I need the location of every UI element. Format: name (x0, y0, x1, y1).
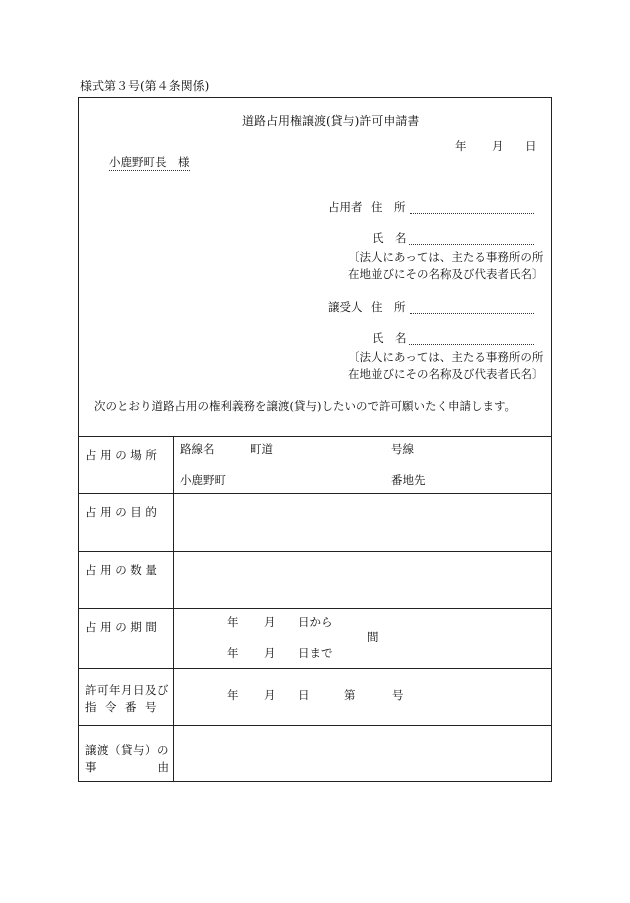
quantity-field[interactable] (174, 552, 552, 607)
date-month-label: 月 (492, 139, 504, 153)
permit-number-suffix: 号 (392, 688, 404, 702)
purpose-label: 占用の目的 (85, 505, 161, 519)
period-from-day: 日から (298, 615, 333, 629)
permit-number-prefix: 第 (344, 688, 356, 702)
transferee-role: 譲受人 (328, 300, 363, 314)
application-form (78, 97, 552, 782)
occupant-address-label: 住 所 (371, 200, 406, 214)
reason-label-char-2: 由 (157, 760, 169, 774)
row-divider (79, 608, 551, 609)
permit-day: 日 (298, 688, 310, 702)
date-day-label: 日 (525, 139, 537, 153)
occupant-role: 占用者 (328, 200, 363, 214)
transferee-address-field[interactable] (410, 301, 534, 314)
town-label: 小鹿野町 (180, 473, 226, 487)
line-number-suffix: 号線 (391, 442, 414, 456)
occupant-corporate-note-1: 〔法人にあっては、主たる事務所の所 (348, 250, 544, 264)
table-top-border (79, 436, 551, 437)
occupant-name-label: 氏 名 (372, 231, 407, 245)
period-label: 占用の期間 (85, 620, 161, 634)
route-name-label: 路線名 (180, 442, 215, 456)
transferee-corporate-note-2: 在地並びにその名称及び代表者氏名〕 (348, 367, 544, 381)
reason-field[interactable] (174, 726, 552, 782)
place-label: 占用の場所 (85, 448, 161, 462)
period-to-day: 日まで (298, 646, 333, 660)
period-from-month: 月 (264, 615, 276, 629)
period-span-label: 間 (367, 630, 379, 644)
permit-year: 年 (227, 688, 239, 702)
form-title: 道路占用権譲渡(貸与)許可申請書 (242, 114, 420, 128)
form-number: 様式第３号(第４条関係) (80, 79, 210, 93)
transferee-address-label: 住 所 (371, 300, 406, 314)
addressee: 小鹿野町長 様 (109, 155, 190, 169)
period-to-year: 年 (227, 646, 239, 660)
permit-label-line2: 指令番号 (85, 700, 165, 714)
road-type-label: 町道 (250, 442, 273, 456)
permit-month: 月 (264, 688, 276, 702)
address-suffix: 番地先 (391, 473, 426, 487)
reason-label-line2 (85, 759, 169, 775)
quantity-label: 占用の数量 (85, 563, 161, 577)
purpose-field[interactable] (174, 494, 552, 550)
transferee-name-label: 氏 名 (372, 331, 407, 345)
occupant-address-field[interactable] (410, 201, 534, 214)
period-to-month: 月 (264, 646, 276, 660)
reason-label-char-1: 事 (85, 760, 97, 774)
period-from-year: 年 (227, 615, 239, 629)
transferee-corporate-note-1: 〔法人にあっては、主たる事務所の所 (348, 350, 544, 364)
reason-label-line1: 譲渡（貸与）の (85, 743, 169, 757)
occupant-corporate-note-2: 在地並びにその名称及び代表者氏名〕 (348, 267, 544, 281)
occupant-name-field[interactable] (409, 232, 534, 245)
application-statement: 次のとおり道路占用の権利義務を譲渡(貸与)したいので許可願いたく申請します。 (94, 399, 517, 413)
date-year-label: 年 (455, 139, 467, 153)
row-divider (79, 668, 551, 669)
transferee-name-field[interactable] (409, 332, 534, 345)
permit-label-line1: 許可年月日及び (85, 683, 169, 697)
